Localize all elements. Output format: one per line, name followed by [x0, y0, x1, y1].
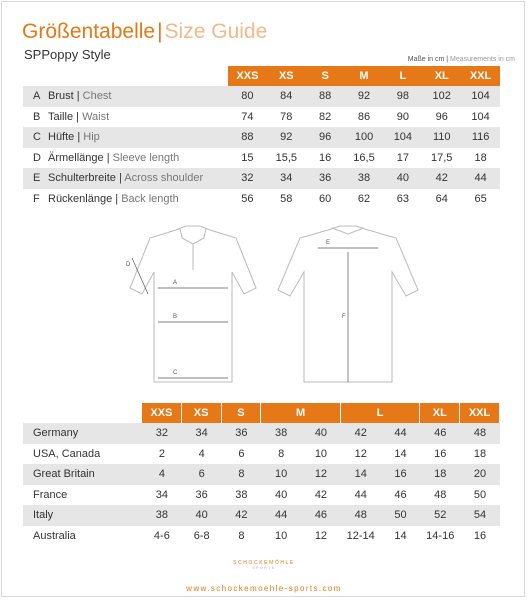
label-c: C	[173, 370, 178, 376]
size-header: XXL	[460, 403, 500, 423]
label-e: E	[326, 240, 331, 246]
table-cell: 50	[473, 488, 487, 501]
table-cell: 63	[396, 192, 409, 205]
title-separator: |	[157, 20, 163, 43]
table-cell: 14-16	[426, 529, 455, 542]
table-cell: 58	[280, 192, 293, 205]
style-name: SPPoppy Style	[24, 47, 111, 62]
measurement-name-de: Hüfte	[48, 131, 75, 144]
table-row	[23, 485, 500, 506]
table-cell: 17,5	[431, 151, 453, 164]
measurement-separator: |	[115, 192, 119, 205]
table-cell: 92	[357, 90, 371, 103]
country-label: Italy	[33, 509, 54, 522]
table-cell: 32	[155, 427, 168, 440]
table-row	[23, 189, 500, 210]
measurement-separator: |	[76, 110, 79, 123]
table-cell: 96	[319, 131, 332, 144]
size-header: XL	[434, 70, 449, 82]
table-cell: 74	[241, 110, 254, 123]
country-size-values	[142, 427, 500, 439]
measurement-label	[23, 131, 228, 143]
size-header: XXS	[236, 70, 259, 82]
table-cell: 50	[394, 509, 407, 522]
table-cell: 56	[241, 192, 254, 205]
measurement-name-de: Taille	[48, 110, 74, 123]
table-cell: 80	[241, 90, 254, 103]
title-en: Size Guide	[164, 20, 268, 43]
table-cell: 34	[280, 172, 293, 185]
table-cell: 12-14	[346, 529, 375, 542]
country-size-values	[142, 448, 500, 460]
table-cell: 40	[396, 172, 409, 185]
table-cell: 8	[238, 468, 245, 481]
size-conversion-table-header	[142, 403, 500, 423]
table-cell: 42	[435, 172, 448, 185]
size-conversion-table	[23, 423, 500, 546]
table-row	[23, 148, 500, 169]
table-cell: 46	[394, 488, 407, 501]
measurement-values	[228, 172, 500, 184]
size-header: L	[341, 403, 421, 423]
measurement-letter: F	[33, 192, 40, 205]
measurement-values	[228, 152, 500, 164]
measurement-letter: C	[33, 131, 41, 144]
table-cell: 18	[434, 468, 447, 481]
size-header: XS	[278, 70, 294, 82]
table-row	[23, 168, 500, 189]
measurement-note-de: Maße in cm	[407, 56, 445, 63]
table-cell: 52	[434, 509, 447, 522]
measurement-values	[228, 193, 500, 205]
table-cell: 6-8	[193, 529, 210, 542]
table-cell: 38	[357, 172, 371, 185]
size-header: XXS	[142, 403, 182, 423]
measurement-name-de: Rückenlänge	[48, 192, 113, 205]
measurement-name-en: Across shoulder	[124, 172, 204, 185]
table-row	[23, 423, 500, 444]
measurement-values	[228, 111, 500, 123]
table-cell: 48	[473, 427, 487, 440]
table-cell: 8	[238, 529, 245, 542]
table-cell: 44	[474, 172, 487, 185]
table-cell: 20	[473, 468, 487, 481]
table-row	[23, 464, 500, 485]
front-shirt-outline	[130, 226, 256, 382]
country-label: USA, Canada	[33, 447, 101, 460]
measurement-separator: |	[106, 151, 110, 164]
measurement-values	[228, 131, 500, 143]
table-cell: 8	[278, 447, 285, 460]
table-cell: 64	[435, 192, 448, 205]
size-header: XS	[182, 403, 222, 423]
table-cell: 40	[195, 509, 208, 522]
body-size-table-header	[228, 66, 500, 86]
table-cell: 16	[394, 468, 407, 481]
table-cell: 14	[394, 447, 407, 460]
table-cell: 15,5	[275, 151, 297, 164]
measurement-name-en: Sleeve length	[112, 151, 180, 164]
table-cell: 42	[235, 509, 248, 522]
table-cell: 42	[354, 427, 367, 440]
table-cell: 78	[280, 110, 293, 123]
table-cell: 16	[434, 447, 447, 460]
size-header: M	[359, 70, 369, 82]
country-size-values	[142, 468, 500, 480]
brand-name: SCHOCKEMÖHLE	[233, 560, 295, 566]
table-row	[23, 127, 500, 148]
measurement-letter: B	[33, 110, 41, 123]
table-cell: 32	[241, 172, 254, 185]
size-header: S	[321, 70, 329, 82]
title-de: Größentabelle	[22, 20, 156, 43]
country-label: France	[33, 488, 68, 501]
table-cell: 40	[314, 427, 328, 440]
label-d: D	[126, 262, 131, 268]
table-cell: 104	[471, 90, 490, 103]
table-cell: 10	[275, 529, 288, 542]
body-size-table	[23, 86, 500, 209]
garment-measurement-diagram	[118, 222, 426, 392]
table-cell: 44	[394, 427, 407, 440]
country-label: Great Britain	[33, 468, 95, 481]
table-row	[23, 86, 500, 107]
table-cell: 88	[241, 131, 254, 144]
size-header: S	[222, 403, 262, 423]
table-cell: 102	[432, 90, 451, 103]
table-cell: 44	[275, 509, 288, 522]
brand-logo	[214, 560, 314, 570]
table-cell: 116	[471, 131, 490, 144]
size-header: XL	[420, 403, 460, 423]
measurement-name-en: Back length	[121, 192, 179, 205]
table-cell: 90	[396, 110, 409, 123]
table-cell: 6	[198, 468, 205, 481]
table-cell: 6	[238, 447, 245, 460]
table-cell: 48	[434, 488, 447, 501]
measurement-note	[408, 56, 515, 63]
table-cell: 38	[235, 488, 248, 501]
measurement-label	[23, 90, 228, 102]
country-label: Germany	[33, 427, 79, 440]
table-cell: 34	[155, 488, 168, 501]
table-cell: 46	[434, 427, 447, 440]
measurement-letter: E	[33, 172, 41, 185]
measurement-letter: D	[33, 151, 41, 164]
measurement-values	[228, 90, 500, 102]
table-cell: 40	[275, 488, 288, 501]
size-header: XXL	[469, 70, 492, 82]
table-cell: 104	[471, 110, 490, 123]
table-cell: 12	[354, 447, 367, 460]
table-cell: 2	[158, 447, 165, 460]
table-cell: 88	[319, 90, 332, 103]
table-cell: 60	[319, 192, 332, 205]
size-header: L	[399, 70, 407, 82]
measurement-name-de: Brust	[48, 90, 74, 103]
measurement-separator: |	[77, 131, 81, 144]
table-cell: 62	[357, 192, 371, 205]
table-cell: 16	[473, 529, 487, 542]
measurement-name-en: Chest	[82, 90, 112, 103]
table-cell: 16	[319, 151, 332, 164]
table-cell: 48	[354, 509, 367, 522]
brand-sub: SPORTS	[252, 566, 276, 570]
table-cell: 15	[241, 151, 254, 164]
table-cell: 84	[280, 90, 293, 103]
measurement-label	[23, 111, 228, 123]
table-cell: 36	[319, 172, 332, 185]
country-size-values	[142, 509, 500, 521]
table-cell: 14	[394, 529, 407, 542]
table-cell: 12	[314, 529, 328, 542]
country-size-values	[142, 489, 500, 501]
table-cell: 38	[155, 509, 168, 522]
measurement-label	[23, 193, 228, 205]
table-row	[23, 505, 500, 526]
website-url: www.schockemoehle-sports.com	[186, 584, 342, 593]
table-cell: 44	[354, 488, 367, 501]
table-cell: 4	[198, 447, 205, 460]
table-cell: 98	[396, 90, 409, 103]
table-cell: 65	[474, 192, 487, 205]
measurement-name-en: Hip	[83, 131, 100, 144]
measurement-label	[23, 172, 228, 184]
table-cell: 10	[314, 447, 328, 460]
table-cell: 92	[280, 131, 293, 144]
page-title	[22, 20, 267, 44]
measurement-separator: |	[118, 172, 122, 185]
table-cell: 82	[319, 110, 332, 123]
table-cell: 4	[158, 468, 165, 481]
table-cell: 14	[354, 468, 367, 481]
country-label: Australia	[33, 529, 76, 542]
table-cell: 42	[314, 488, 328, 501]
label-b: B	[173, 314, 178, 320]
label-a: A	[173, 280, 178, 286]
measurement-label	[23, 152, 228, 164]
table-cell: 17	[396, 151, 409, 164]
table-cell: 110	[432, 131, 451, 144]
country-size-values	[142, 530, 500, 542]
table-cell: 18	[474, 151, 487, 164]
table-cell: 34	[195, 427, 208, 440]
table-cell: 36	[235, 427, 248, 440]
table-row	[23, 526, 500, 547]
table-cell: 36	[195, 488, 208, 501]
measurement-letter: A	[33, 90, 41, 103]
table-cell: 4-6	[153, 529, 170, 542]
table-cell: 10	[275, 468, 288, 481]
table-row	[23, 107, 500, 128]
table-cell: 16,5	[353, 151, 375, 164]
table-cell: 96	[435, 110, 448, 123]
table-row	[23, 444, 500, 465]
table-cell: 46	[314, 509, 328, 522]
table-cell: 38	[275, 427, 288, 440]
measurement-name-en: Waist	[82, 110, 110, 123]
measurement-name-de: Ärmellänge	[48, 151, 104, 164]
measurement-note-en: Measurements in cm	[450, 56, 515, 63]
table-cell: 54	[473, 509, 487, 522]
label-f: F	[342, 314, 346, 320]
table-cell: 12	[314, 468, 328, 481]
table-cell: 104	[393, 131, 413, 144]
table-cell: 86	[357, 110, 371, 123]
size-header: M	[261, 403, 341, 423]
measurement-separator: |	[76, 90, 80, 103]
table-cell: 18	[473, 447, 487, 460]
table-cell: 100	[354, 131, 374, 144]
measurement-note-separator: |	[446, 56, 449, 63]
measurement-name-de: Schulterbreite	[48, 172, 116, 185]
